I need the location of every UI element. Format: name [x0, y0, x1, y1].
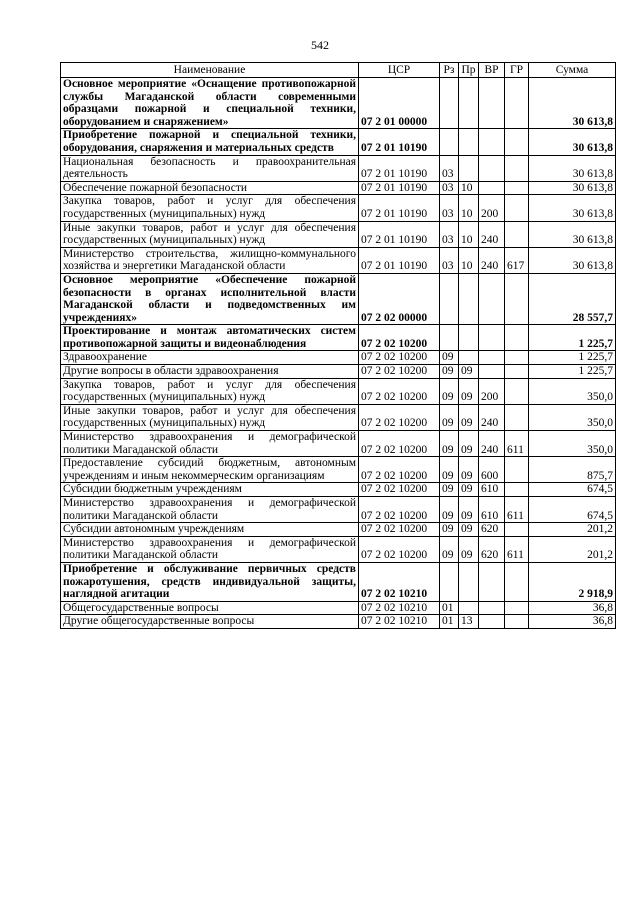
cell-pr: [459, 129, 479, 155]
cell-gr: [505, 483, 529, 497]
cell-vr: [479, 365, 505, 379]
cell-csr: 07 2 02 10200: [359, 325, 440, 351]
cell-name: Здравоохранение: [61, 351, 359, 365]
cell-csr: 07 2 02 10200: [359, 536, 440, 562]
cell-rz: 09: [440, 431, 459, 457]
table-row: [61, 181, 616, 195]
table-row: [61, 497, 616, 523]
cell-name: Проектирование и монтаж автоматических систем противопожарной защиты и видеонаблюдения: [61, 325, 359, 351]
cell-pr: [459, 562, 479, 601]
cell-csr: 07 2 01 10190: [359, 221, 440, 247]
cell-sum: 1 225,7: [529, 365, 616, 379]
cell-rz: 09: [440, 365, 459, 379]
cell-pr: [459, 78, 479, 129]
cell-name: Закупка товаров, работ и услуг для обеспечения государственных (муниципальных) нужд: [61, 195, 359, 221]
cell-pr: 10: [459, 247, 479, 273]
cell-pr: 09: [459, 365, 479, 379]
cell-pr: [459, 273, 479, 324]
cell-rz: 09: [440, 523, 459, 537]
cell-vr: [479, 615, 505, 629]
cell-sum: 674,5: [529, 483, 616, 497]
table-row: [61, 615, 616, 629]
header-row: [61, 63, 616, 78]
cell-vr: [479, 78, 505, 129]
table-row: [61, 273, 616, 324]
cell-pr: [459, 351, 479, 365]
cell-name: Другие общегосударственные вопросы: [61, 615, 359, 629]
cell-sum: 30 613,8: [529, 155, 616, 181]
cell-pr: 10: [459, 221, 479, 247]
cell-sum: 30 613,8: [529, 221, 616, 247]
cell-vr: 200: [479, 378, 505, 404]
cell-sum: 350,0: [529, 431, 616, 457]
table-body: [61, 78, 616, 629]
header-pr: Пр: [459, 63, 479, 78]
cell-pr: 09: [459, 483, 479, 497]
cell-gr: [505, 378, 529, 404]
table-row: [61, 457, 616, 483]
cell-rz: [440, 325, 459, 351]
cell-pr: 09: [459, 497, 479, 523]
table-row: [61, 562, 616, 601]
header-rz: Рз: [440, 63, 459, 78]
cell-gr: [505, 195, 529, 221]
cell-pr: 09: [459, 523, 479, 537]
cell-sum: 201,2: [529, 523, 616, 537]
cell-gr: [505, 221, 529, 247]
cell-csr: 07 2 02 10200: [359, 483, 440, 497]
cell-rz: 09: [440, 404, 459, 430]
cell-csr: 07 2 02 10210: [359, 562, 440, 601]
cell-sum: 30 613,8: [529, 78, 616, 129]
cell-gr: [505, 457, 529, 483]
cell-rz: 03: [440, 221, 459, 247]
cell-name: Обеспечение пожарной безопасности: [61, 181, 359, 195]
table-row: [61, 601, 616, 615]
cell-vr: [479, 181, 505, 195]
table-row: [61, 129, 616, 155]
cell-gr: [505, 351, 529, 365]
cell-name: Закупка товаров, работ и услуг для обеспечения государственных (муниципальных) нужд: [61, 378, 359, 404]
cell-csr: 07 2 02 10200: [359, 523, 440, 537]
cell-rz: 01: [440, 601, 459, 615]
header-gr: ГР: [505, 63, 529, 78]
cell-pr: 09: [459, 536, 479, 562]
cell-name: Общегосударственные вопросы: [61, 601, 359, 615]
cell-vr: [479, 273, 505, 324]
cell-sum: 36,8: [529, 601, 616, 615]
table-row: [61, 523, 616, 537]
table-row: [61, 351, 616, 365]
cell-rz: [440, 562, 459, 601]
cell-name: Министерство здравоохранения и демографической политики Магаданской области: [61, 536, 359, 562]
cell-gr: [505, 325, 529, 351]
cell-pr: 10: [459, 195, 479, 221]
cell-vr: [479, 155, 505, 181]
cell-pr: [459, 601, 479, 615]
cell-vr: 620: [479, 536, 505, 562]
cell-name: Другие вопросы в области здравоохранения: [61, 365, 359, 379]
cell-sum: 30 613,8: [529, 181, 616, 195]
cell-pr: 10: [459, 181, 479, 195]
page-number: 542: [311, 38, 329, 52]
cell-gr: [505, 155, 529, 181]
cell-sum: 201,2: [529, 536, 616, 562]
cell-pr: [459, 155, 479, 181]
cell-rz: 03: [440, 195, 459, 221]
cell-csr: 07 2 02 10200: [359, 431, 440, 457]
cell-sum: 30 613,8: [529, 195, 616, 221]
cell-name: Министерство здравоохранения и демографической политики Магаданской области: [61, 431, 359, 457]
cell-rz: 09: [440, 536, 459, 562]
cell-rz: [440, 129, 459, 155]
cell-vr: 610: [479, 497, 505, 523]
cell-vr: [479, 129, 505, 155]
cell-gr: 617: [505, 247, 529, 273]
cell-rz: 09: [440, 351, 459, 365]
cell-csr: 07 2 02 10200: [359, 404, 440, 430]
cell-rz: 09: [440, 497, 459, 523]
header-csr: ЦСР: [359, 63, 440, 78]
cell-vr: 240: [479, 431, 505, 457]
cell-name: Министерство строительства, жилищно-коммунального хозяйства и энергетики Магаданской области: [61, 247, 359, 273]
cell-gr: [505, 404, 529, 430]
cell-gr: [505, 273, 529, 324]
table-row: [61, 483, 616, 497]
cell-sum: 36,8: [529, 615, 616, 629]
table-row: [61, 325, 616, 351]
cell-csr: 07 2 01 10190: [359, 247, 440, 273]
cell-sum: 28 557,7: [529, 273, 616, 324]
cell-gr: [505, 181, 529, 195]
cell-csr: 07 2 01 10190: [359, 195, 440, 221]
cell-rz: 03: [440, 155, 459, 181]
cell-rz: [440, 273, 459, 324]
cell-csr: 07 2 02 10200: [359, 457, 440, 483]
cell-rz: 01: [440, 615, 459, 629]
cell-sum: 350,0: [529, 378, 616, 404]
table-row: [61, 378, 616, 404]
table-row: [61, 404, 616, 430]
cell-vr: [479, 601, 505, 615]
cell-sum: 875,7: [529, 457, 616, 483]
cell-gr: [505, 601, 529, 615]
cell-pr: 09: [459, 457, 479, 483]
cell-sum: 674,5: [529, 497, 616, 523]
cell-name: Иные закупки товаров, работ и услуг для обеспечения государственных (муниципальных) нужд: [61, 221, 359, 247]
table-row: [61, 155, 616, 181]
cell-name: Субсидии бюджетным учреждениям: [61, 483, 359, 497]
cell-gr: [505, 562, 529, 601]
cell-rz: 09: [440, 378, 459, 404]
cell-csr: 07 2 02 10210: [359, 601, 440, 615]
cell-sum: 1 225,7: [529, 351, 616, 365]
cell-rz: 09: [440, 483, 459, 497]
cell-gr: [505, 129, 529, 155]
cell-csr: 07 2 02 10200: [359, 378, 440, 404]
cell-csr: 07 2 02 00000: [359, 273, 440, 324]
cell-name: Национальная безопасность и правоохранительная деятельность: [61, 155, 359, 181]
cell-vr: [479, 562, 505, 601]
table-row: [61, 536, 616, 562]
header-sum: Сумма: [529, 63, 616, 78]
cell-gr: [505, 523, 529, 537]
cell-csr: 07 2 01 10190: [359, 129, 440, 155]
cell-vr: 610: [479, 483, 505, 497]
cell-vr: [479, 325, 505, 351]
cell-pr: [459, 325, 479, 351]
cell-csr: 07 2 02 10200: [359, 351, 440, 365]
budget-table: [60, 62, 616, 629]
cell-name: Приобретение и обслуживание первичных средств пожаротушения, средств индивидуальной защиты, наглядной агитации: [61, 562, 359, 601]
cell-name: Основное мероприятие «Оснащение противопожарной службы Магаданской области современными образцами пожарной и специальной техники, оборудованием и снаряжением»: [61, 78, 359, 129]
cell-gr: [505, 78, 529, 129]
cell-csr: 07 2 02 10200: [359, 365, 440, 379]
cell-name: Основное мероприятие «Обеспечение пожарной безопасности в органах исполнительной власти Магаданской области и подведомственных им учреждениях»: [61, 273, 359, 324]
cell-vr: 620: [479, 523, 505, 537]
table-row: [61, 78, 616, 129]
cell-csr: 07 2 01 10190: [359, 181, 440, 195]
cell-gr: 611: [505, 497, 529, 523]
cell-vr: 600: [479, 457, 505, 483]
cell-vr: [479, 351, 505, 365]
cell-gr: [505, 365, 529, 379]
table-row: [61, 247, 616, 273]
cell-vr: 200: [479, 195, 505, 221]
cell-csr: 07 2 02 10200: [359, 497, 440, 523]
cell-vr: 240: [479, 247, 505, 273]
table-row: [61, 195, 616, 221]
cell-sum: 30 613,8: [529, 129, 616, 155]
cell-pr: 09: [459, 431, 479, 457]
cell-sum: 350,0: [529, 404, 616, 430]
cell-sum: 30 613,8: [529, 247, 616, 273]
table-row: [61, 221, 616, 247]
cell-vr: 240: [479, 404, 505, 430]
header-name: Наименование: [61, 63, 359, 78]
cell-name: Субсидии автономным учреждениям: [61, 523, 359, 537]
cell-name: Министерство здравоохранения и демографической политики Магаданской области: [61, 497, 359, 523]
cell-gr: 611: [505, 536, 529, 562]
cell-sum: 1 225,7: [529, 325, 616, 351]
header-vr: ВР: [479, 63, 505, 78]
cell-gr: [505, 615, 529, 629]
cell-name: Иные закупки товаров, работ и услуг для обеспечения государственных (муниципальных) нужд: [61, 404, 359, 430]
cell-name: Предоставление субсидий бюджетным, автономным учреждениям и иным некоммерческим организациям: [61, 457, 359, 483]
cell-rz: 03: [440, 247, 459, 273]
table-row: [61, 431, 616, 457]
cell-pr: 13: [459, 615, 479, 629]
cell-csr: 07 2 01 10190: [359, 155, 440, 181]
cell-csr: 07 2 01 00000: [359, 78, 440, 129]
cell-sum: 2 918,9: [529, 562, 616, 601]
cell-vr: 240: [479, 221, 505, 247]
table-header: [61, 63, 616, 78]
cell-csr: 07 2 02 10210: [359, 615, 440, 629]
cell-rz: 09: [440, 457, 459, 483]
cell-rz: 03: [440, 181, 459, 195]
cell-pr: 09: [459, 378, 479, 404]
table-row: [61, 365, 616, 379]
cell-pr: 09: [459, 404, 479, 430]
cell-rz: [440, 78, 459, 129]
cell-gr: 611: [505, 431, 529, 457]
cell-name: Приобретение пожарной и специальной техники, оборудования, снаряжения и материальных средств: [61, 129, 359, 155]
